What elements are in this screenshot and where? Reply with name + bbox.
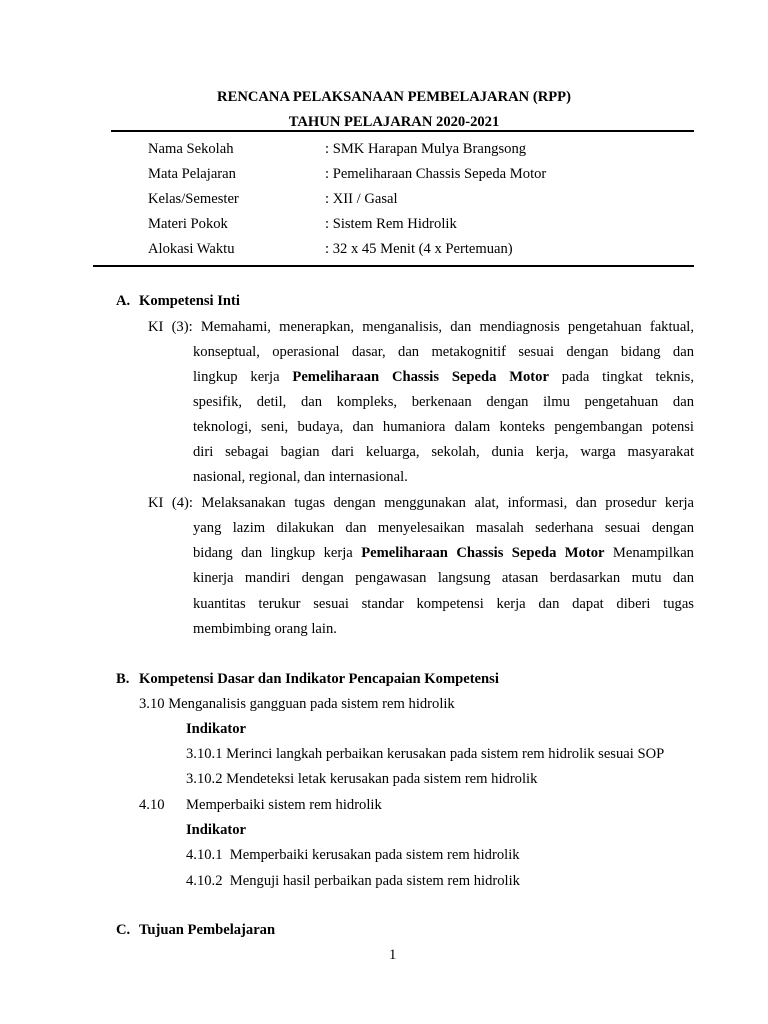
- ki3-line: teknologi, seni, budaya, dan humaniora dalam konteks pengembangan potensi: [193, 419, 694, 435]
- page-number: 1: [389, 947, 397, 963]
- section-c-letter: C.: [116, 922, 131, 938]
- identity-label: Alokasi Waktu: [148, 241, 235, 257]
- ki3-text: pada tingkat teknis,: [548, 369, 694, 385]
- ki4-line: kinerja mandiri dengan pengawasan langsung atasan berdasarkan mutu dan: [193, 570, 694, 586]
- identity-label: Kelas/Semester: [148, 191, 239, 207]
- indikator-label: Indikator: [186, 822, 247, 838]
- ki4-line: kuantitas terukur sesuai standar kompetensi kerja dan dapat diberi tugas: [193, 596, 694, 612]
- identity-value: : Sistem Rem Hidrolik: [325, 216, 457, 232]
- indikator-label: Indikator: [186, 721, 247, 737]
- ki3-line: [193, 370, 694, 385]
- ki4-line: membimbing orang lain.: [193, 621, 337, 637]
- ki3-first-line: KI (3): Memahami, menerapkan, menganalisis, dan mendiagnosis pengetahuan faktual,: [148, 319, 694, 335]
- identity-value: : SMK Harapan Mulya Brangsong: [325, 141, 527, 157]
- section-a-heading: Kompetensi Inti: [139, 293, 240, 309]
- identity-value: : XII / Gasal: [325, 191, 398, 207]
- ki4-line: [193, 546, 694, 561]
- indikator-item: 3.10.1 Merinci langkah perbaikan kerusakan pada sistem rem hidrolik sesuai SOP: [186, 746, 665, 762]
- indikator-item: 4.10.1 Memperbaiki kerusakan pada sistem rem hidrolik: [186, 847, 520, 863]
- ki3-line: nasional, regional, dan internasional.: [193, 469, 408, 485]
- indikator-item: 3.10.2 Mendeteksi letak kerusakan pada sistem rem hidrolik: [186, 771, 538, 787]
- document-subtitle: TAHUN PELAJARAN 2020-2021: [288, 114, 500, 130]
- ki3-bold-text: Pemeliharaan Chassis Sepeda Motor: [292, 369, 549, 385]
- ki3-line: konseptual, operasional dasar, dan metakognitif sesuai dengan bidang dan: [193, 344, 694, 360]
- section-c-heading: Tujuan Pembelajaran: [139, 922, 276, 938]
- indikator-item: 4.10.2 Menguji hasil perbaikan pada sistem rem hidrolik: [186, 873, 520, 889]
- ki3-line: diri sebagai bagian dari keluarga, sekolah, dunia kerja, warga masyarakat: [193, 444, 694, 460]
- identity-label: Nama Sekolah: [148, 141, 234, 157]
- ki4-bold-text: Pemeliharaan Chassis Sepeda Motor: [361, 545, 605, 561]
- kd-4-10-number: 4.10: [139, 797, 165, 813]
- section-b-heading: Kompetensi Dasar dan Indikator Pencapaian Kompetensi: [139, 671, 499, 687]
- ki4-text: Menampilkan: [604, 545, 694, 561]
- document-title: RENCANA PELAKSANAAN PEMBELAJARAN (RPP): [217, 89, 571, 105]
- ki4-first-line: KI (4): Melaksanakan tugas dengan menggunakan alat, informasi, dan prosedur kerja: [148, 495, 694, 511]
- bottom-rule: [93, 265, 694, 267]
- kd-4-10-text: Memperbaiki sistem rem hidrolik: [186, 797, 382, 813]
- ki3-line: spesifik, detil, dan kompleks, berkenaan dengan ilmu pengetahuan dan: [193, 394, 694, 410]
- identity-value: : Pemeliharaan Chassis Sepeda Motor: [325, 166, 547, 182]
- identity-label: Materi Pokok: [148, 216, 228, 232]
- ki4-line: yang lazim dilakukan dan menyelesaikan masalah sederhana sesuai dengan: [193, 520, 694, 536]
- ki4-text: bidang dan lingkup kerja: [193, 545, 362, 561]
- kd-3-10: 3.10 Menganalisis gangguan pada sistem rem hidrolik: [139, 696, 455, 712]
- ki3-text: lingkup kerja: [193, 369, 293, 385]
- identity-value: : 32 x 45 Menit (4 x Pertemuan): [325, 241, 513, 257]
- top-rule: [111, 130, 694, 132]
- section-b-letter: B.: [116, 671, 130, 687]
- identity-label: Mata Pelajaran: [148, 166, 236, 182]
- section-a-letter: A.: [116, 293, 131, 309]
